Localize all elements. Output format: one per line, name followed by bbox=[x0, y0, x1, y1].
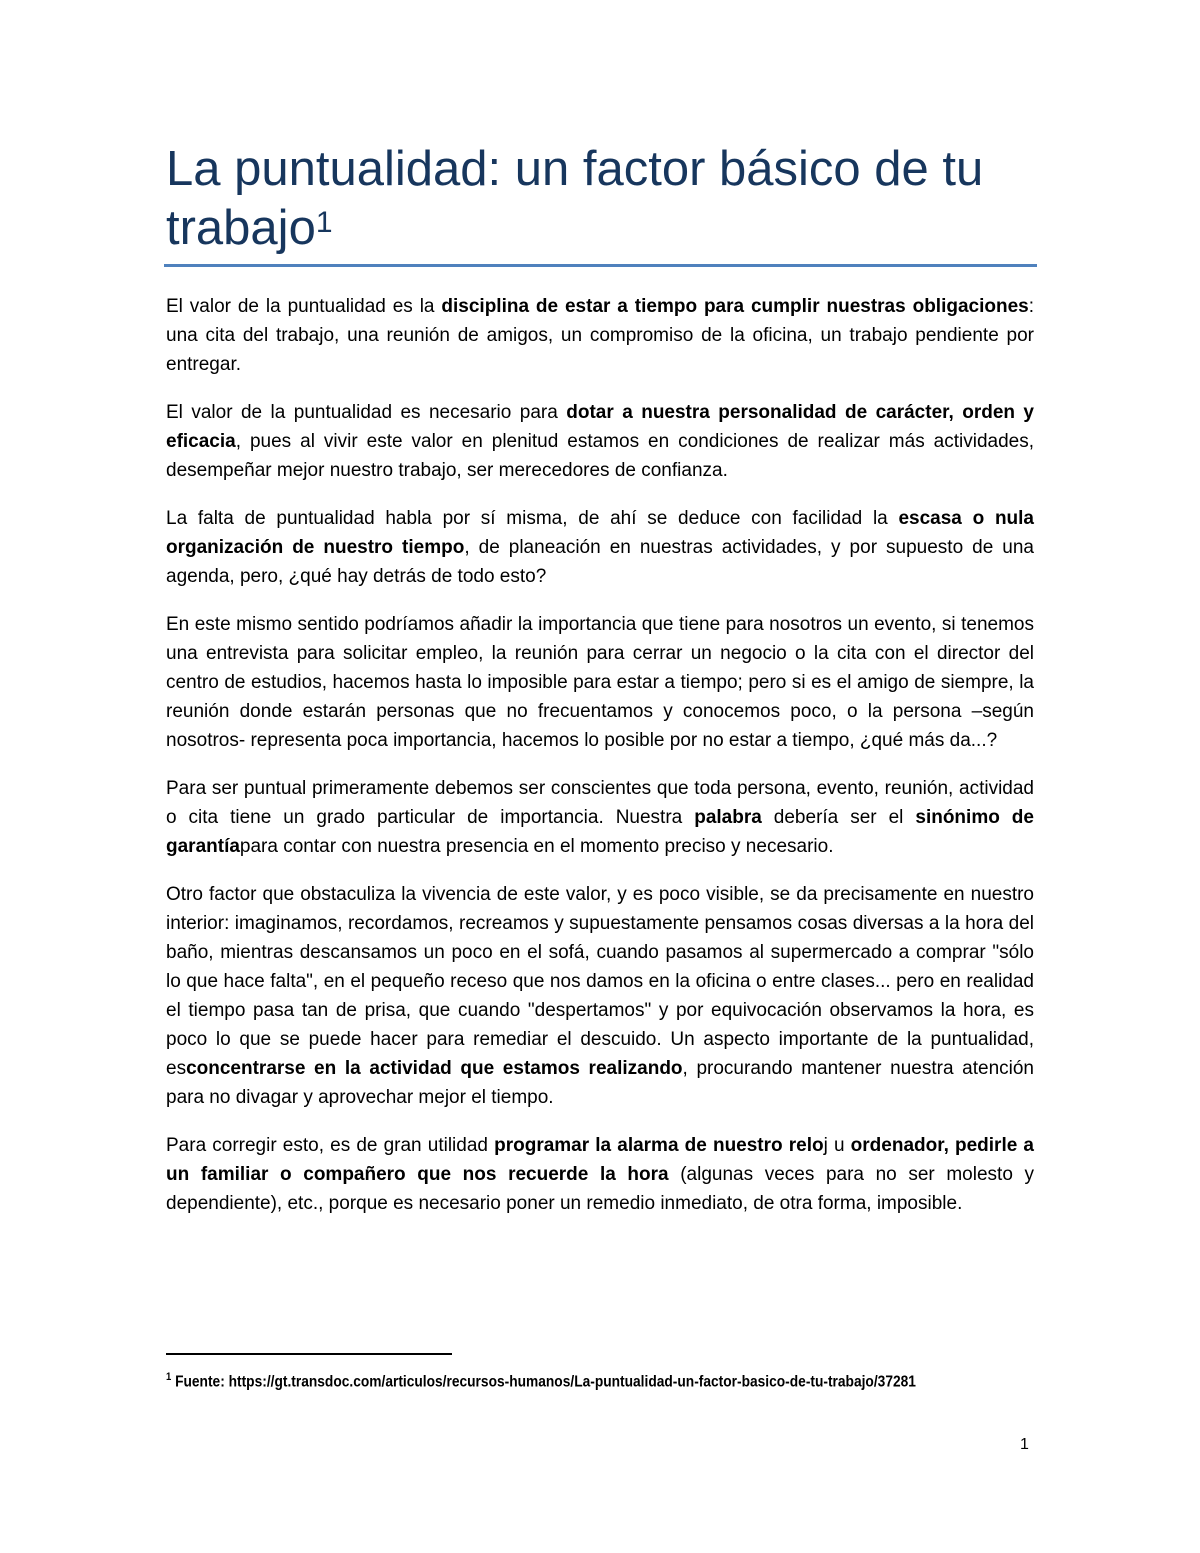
footnote-separator bbox=[166, 1353, 452, 1355]
text-run: , procurando mantener nuestra atención para no divagar y aprovechar mejor el tiempo. bbox=[166, 1058, 1034, 1108]
paragraph bbox=[166, 504, 1034, 591]
bold-text: ordenador, pedirle a un familiar o compañero que nos recuerde la hora bbox=[166, 1135, 1034, 1185]
text-run: En este mismo sentido podríamos añadir la importancia que tiene para nosotros un evento, si tenemos una entrevista para solicitar empleo, la reunión para cerrar un negocio o la cita con el director del centro de estudios, hacemos hasta lo imposible para estar a tiempo; pero si es el amigo de siempre, la reunión donde estarán personas que no frecuentamos y conocemos poco, o la persona –según nosotros- representa poca importancia, hacemos lo posible por no estar a tiempo, ¿qué más da...? bbox=[166, 614, 1034, 751]
text-run: : una cita del trabajo, una reunión de amigos, un compromiso de la oficina, un trabajo pendiente por entregar. bbox=[166, 296, 1035, 375]
title-underline bbox=[164, 264, 1037, 267]
paragraph bbox=[166, 774, 1034, 861]
document-body bbox=[166, 292, 1034, 1237]
text-run: Otro factor que obstaculiza la vivencia de este valor, y es poco visible, se da precisamente en nuestro interior: imaginamos, recordamos, recreamos y supuestamente pensamos cosas diversas a la hora del baño, mientras descansamos un poco en el sofá, cuando pasamos al supermercado a comprar "sólo lo que hace falta", en el pequeño receso que nos damos en la oficina o entre clases... pero en realidad el tiempo pasa tan de prisa, que cuando "despertamos" y por equivocación observamos la hora, es poco lo que se puede hacer para remediar el descuido. Un aspecto importante de la puntualidad, es bbox=[166, 884, 1034, 1079]
text-run: El valor de la puntualidad es necesario para bbox=[166, 402, 567, 423]
bold-text: concentrarse en la actividad que estamos realizando bbox=[186, 1058, 683, 1079]
text-run: Para ser puntual primeramente debemos ser conscientes que toda persona, evento, reunión, actividad o cita tiene un grado particular de importancia. Nuestra bbox=[166, 778, 1034, 828]
text-run: j u bbox=[823, 1135, 851, 1156]
bold-text: palabra bbox=[694, 807, 762, 828]
paragraph bbox=[166, 610, 1034, 755]
paragraph bbox=[166, 398, 1034, 485]
bold-text: escasa o nula organización de nuestro tiempo bbox=[166, 508, 1034, 558]
paragraph bbox=[166, 880, 1034, 1112]
bold-text: disciplina de estar a tiempo para cumplir nuestras obligaciones bbox=[441, 296, 1029, 317]
footnote-text[interactable]: Fuente: https://gt.transdoc.com/articulos/recursos-humanos/La-puntualidad-un-factor-basico-de-tu-trabajo/37281 bbox=[175, 1373, 916, 1391]
paragraph bbox=[166, 292, 1034, 379]
document-title bbox=[166, 140, 1036, 258]
footnote-reference[interactable]: 1 bbox=[315, 206, 333, 239]
page-number: 1 bbox=[1020, 1436, 1029, 1453]
text-run: para contar con nuestra presencia en el momento preciso y necesario. bbox=[239, 836, 834, 857]
footnote-number: 1 bbox=[166, 1371, 172, 1383]
text-run: debería ser el bbox=[761, 807, 916, 828]
text-run: Para corregir esto, es de gran utilidad bbox=[166, 1135, 495, 1156]
text-run: , de planeación en nuestras actividades, y por supuesto de una agenda, pero, ¿qué hay detrás de todo esto? bbox=[166, 537, 1034, 587]
bold-text: dotar a nuestra personalidad de carácter, orden y eficacia bbox=[166, 402, 1034, 452]
title-text: La puntualidad: un factor básico de tu trabajo bbox=[166, 142, 984, 255]
text-run: , pues al vivir este valor en plenitud estamos en condiciones de realizar más actividades, desempeñar mejor nuestro trabajo, ser merecedores de confianza. bbox=[166, 431, 1034, 481]
text-run: (algunas veces para no ser molesto y dependiente), etc., porque es necesario poner un remedio inmediato, de otra forma, imposible. bbox=[166, 1164, 1035, 1214]
bold-text: programar la alarma de nuestro relo bbox=[494, 1135, 824, 1156]
bold-text: sinónimo de garantía bbox=[166, 807, 1034, 857]
text-run: El valor de la puntualidad es la bbox=[166, 296, 442, 317]
text-run: La falta de puntualidad habla por sí misma, de ahí se deduce con facilidad la bbox=[166, 508, 899, 529]
paragraph bbox=[166, 1131, 1034, 1218]
footnote bbox=[166, 1364, 1017, 1395]
